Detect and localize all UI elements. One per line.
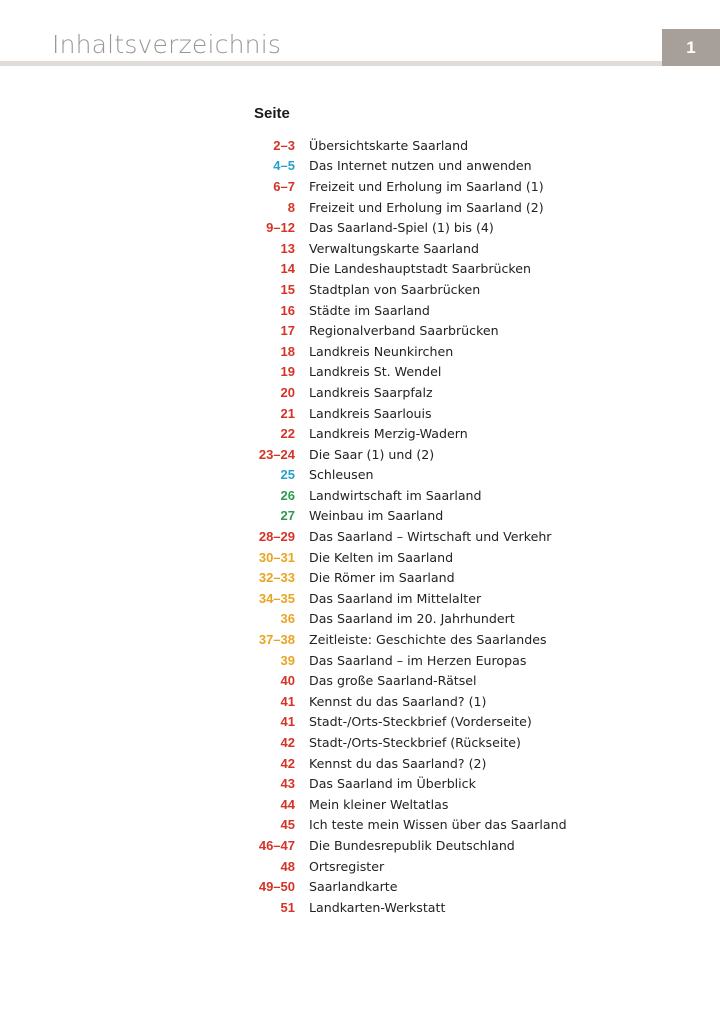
toc-page-number: 32–33 (258, 570, 295, 586)
toc-entry[interactable] (230, 217, 690, 238)
toc-entry-title: Freizeit und Erholung im Saarland (1) (309, 178, 544, 194)
toc-entry[interactable] (230, 176, 690, 197)
toc-entry[interactable] (230, 650, 690, 671)
toc-entry-title: Verwaltungskarte Saarland (309, 240, 479, 256)
toc-entry[interactable] (230, 670, 690, 691)
toc-page-number: 18 (280, 343, 295, 359)
toc-page-number: 39 (280, 652, 295, 668)
toc-entry[interactable] (230, 712, 690, 733)
toc-entry-title: Kennst du das Saarland? (2) (309, 755, 487, 771)
toc-page-number: 49–50 (258, 879, 295, 895)
toc-entry-title: Das Saarland im Mittelalter (309, 590, 482, 606)
toc-entry-title: Das Saarland im 20. Jahrhundert (309, 611, 515, 627)
toc-entry[interactable] (230, 156, 690, 177)
toc-entry[interactable] (230, 362, 690, 383)
toc-page-number: 16 (280, 302, 295, 318)
toc-entry-title: Das große Saarland-Rätsel (309, 673, 477, 689)
toc-entry-title: Die Kelten im Saarland (309, 549, 454, 565)
toc-page-number: 40 (280, 673, 295, 689)
toc-entry-title: Die Saar (1) und (2) (309, 446, 435, 462)
toc-entry[interactable] (230, 835, 690, 856)
toc-entry-title: Landkreis St. Wendel (309, 364, 442, 380)
toc-entry-title: Landwirtschaft im Saarland (309, 487, 482, 503)
toc-entry-title: Die Römer im Saarland (309, 570, 455, 586)
page-title: Inhaltsverzeichnis (52, 30, 282, 59)
toc-page-number: 19 (280, 364, 295, 380)
page-number-tab: 1 (662, 29, 720, 66)
toc-entry[interactable] (230, 609, 690, 630)
toc-page-number: 42 (280, 755, 295, 771)
toc-entry-title: Das Internet nutzen und anwenden (309, 158, 532, 174)
toc-page-number: 44 (280, 796, 295, 812)
toc-page-number: 34–35 (258, 590, 295, 606)
toc-entry[interactable] (230, 876, 690, 897)
toc-entry-title: Kennst du das Saarland? (1) (309, 693, 487, 709)
toc-entry[interactable] (230, 629, 690, 650)
toc-entry[interactable] (230, 753, 690, 774)
toc-page-number: 22 (280, 426, 295, 442)
toc-entry-title: Ortsregister (309, 858, 385, 874)
toc-entry[interactable] (230, 197, 690, 218)
toc-entry-title: Zeitleiste: Geschichte des Saarlandes (309, 632, 547, 648)
toc-entry-title: Die Bundesrepublik Deutschland (309, 837, 515, 853)
toc-entry-title: Das Saarland im Überblick (309, 776, 476, 792)
page-column-label: Seite (254, 105, 290, 122)
toc-page-number: 25 (280, 467, 295, 483)
toc-page-number: 9–12 (266, 220, 295, 236)
toc-entry-title: Saarlandkarte (309, 879, 398, 895)
table-of-contents (230, 135, 690, 918)
toc-page-number: 17 (280, 323, 295, 339)
toc-page-number: 36 (280, 611, 295, 627)
toc-entry-title: Landkreis Saarlouis (309, 405, 432, 421)
toc-entry-title: Das Saarland – im Herzen Europas (309, 652, 527, 668)
toc-page-number: 41 (280, 714, 295, 730)
toc-entry-title: Stadt-/Orts-Steckbrief (Vorderseite) (309, 714, 532, 730)
toc-entry-title: Städte im Saarland (309, 302, 430, 318)
toc-entry-title: Landkreis Saarpfalz (309, 384, 433, 400)
toc-page-number: 15 (280, 281, 295, 297)
toc-page-number: 8 (287, 199, 295, 215)
toc-page-number: 45 (280, 817, 295, 833)
toc-entry[interactable] (230, 300, 690, 321)
toc-entry[interactable] (230, 815, 690, 836)
toc-page-number: 6–7 (273, 178, 295, 194)
toc-entry-title: Regionalverband Saarbrücken (309, 323, 499, 339)
toc-page-number: 41 (280, 693, 295, 709)
toc-entry[interactable] (230, 423, 690, 444)
toc-page-number: 21 (280, 405, 295, 421)
toc-entry[interactable] (230, 547, 690, 568)
toc-page-number: 46–47 (258, 837, 295, 853)
toc-entry[interactable] (230, 465, 690, 486)
toc-page-number: 51 (280, 899, 295, 915)
toc-page-number: 30–31 (258, 549, 295, 565)
toc-entry-title: Landkarten-Werkstatt (309, 899, 446, 915)
toc-page-number: 4–5 (273, 158, 295, 174)
toc-entry[interactable] (230, 320, 690, 341)
toc-page-number: 20 (280, 384, 295, 400)
toc-entry-title: Ich teste mein Wissen über das Saarland (309, 817, 567, 833)
toc-entry-title: Landkreis Merzig-Wadern (309, 426, 468, 442)
toc-entry[interactable] (230, 135, 690, 156)
toc-entry-title: Freizeit und Erholung im Saarland (2) (309, 199, 544, 215)
toc-entry-title: Die Landeshauptstadt Saarbrücken (309, 261, 531, 277)
toc-entry[interactable] (230, 485, 690, 506)
toc-page-number: 28–29 (258, 529, 295, 545)
toc-entry-title: Das Saarland – Wirtschaft und Verkehr (309, 529, 552, 545)
header-divider (0, 61, 662, 66)
toc-entry[interactable] (230, 567, 690, 588)
toc-entry[interactable] (230, 238, 690, 259)
toc-page-number: 23–24 (258, 446, 295, 462)
toc-page-number: 13 (280, 240, 295, 256)
toc-entry[interactable] (230, 444, 690, 465)
toc-page-number: 27 (280, 508, 295, 524)
toc-page-number: 2–3 (273, 137, 295, 153)
toc-entry[interactable] (230, 279, 690, 300)
toc-entry-title: Stadtplan von Saarbrücken (309, 281, 481, 297)
toc-entry-title: Weinbau im Saarland (309, 508, 444, 524)
toc-entry[interactable] (230, 341, 690, 362)
toc-entry[interactable] (230, 732, 690, 753)
toc-entry[interactable] (230, 382, 690, 403)
toc-entry-title: Landkreis Neunkirchen (309, 343, 454, 359)
toc-page-number: 42 (280, 735, 295, 751)
toc-entry-title: Stadt-/Orts-Steckbrief (Rückseite) (309, 735, 521, 751)
toc-entry[interactable] (230, 588, 690, 609)
toc-entry[interactable] (230, 897, 690, 918)
toc-entry[interactable] (230, 506, 690, 527)
toc-entry[interactable] (230, 794, 690, 815)
toc-page-number: 48 (280, 858, 295, 874)
toc-entry[interactable] (230, 773, 690, 794)
toc-entry-title: Übersichtskarte Saarland (309, 137, 469, 153)
toc-entry[interactable] (230, 259, 690, 280)
toc-entry[interactable] (230, 526, 690, 547)
toc-page-number: 26 (280, 487, 295, 503)
toc-entry[interactable] (230, 856, 690, 877)
toc-page-number: 43 (280, 776, 295, 792)
toc-entry-title: Mein kleiner Weltatlas (309, 796, 449, 812)
toc-page-number: 14 (280, 261, 295, 277)
toc-entry[interactable] (230, 403, 690, 424)
toc-entry[interactable] (230, 691, 690, 712)
toc-page-number: 37–38 (258, 632, 295, 648)
toc-entry-title: Das Saarland-Spiel (1) bis (4) (309, 220, 494, 236)
toc-entry-title: Schleusen (309, 467, 374, 483)
